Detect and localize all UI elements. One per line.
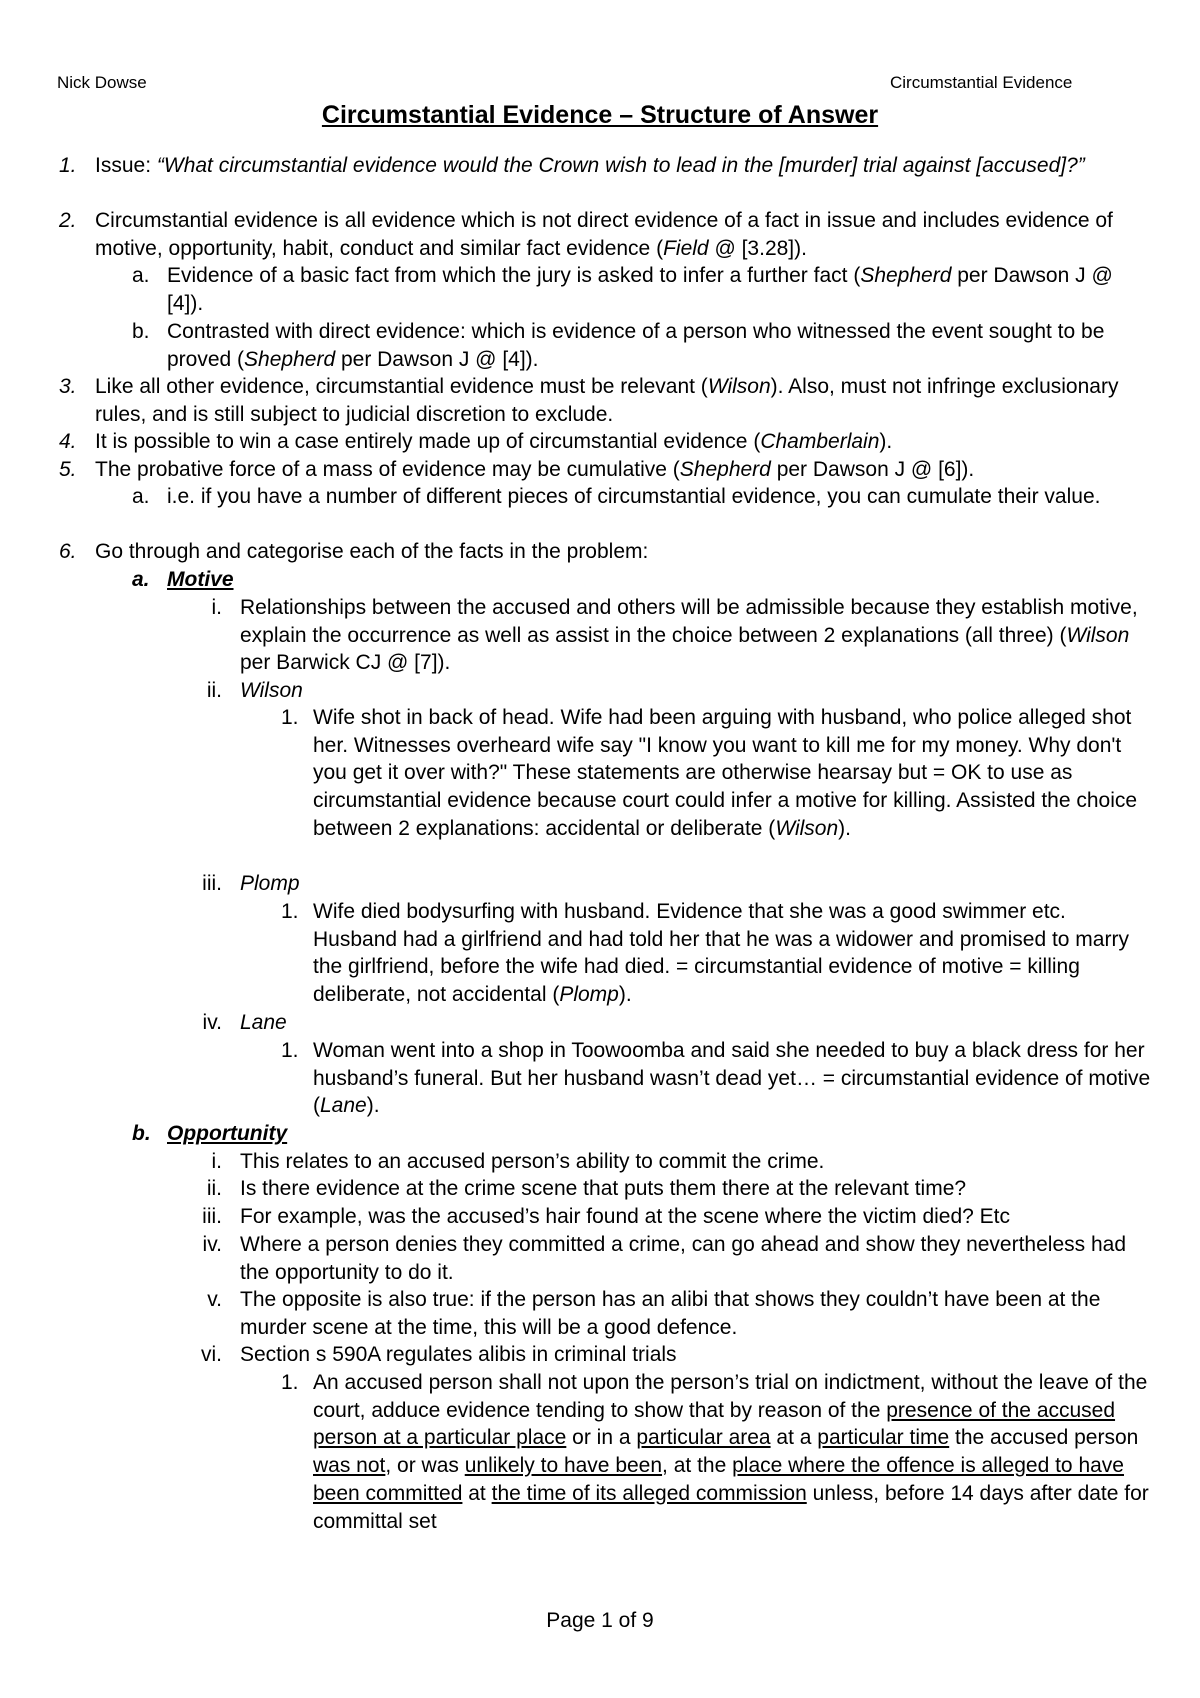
page-header-topic: Circumstantial Evidence	[890, 73, 1073, 92]
list-number: 1.	[281, 706, 299, 729]
list-roman: iii.	[202, 872, 222, 895]
section-heading-motive: Motive	[167, 568, 234, 591]
list-letter: a.	[132, 485, 150, 508]
list-number: 1.	[281, 1371, 299, 1394]
page-number: Page 1 of 9	[546, 1609, 654, 1632]
list-roman: vi.	[201, 1343, 222, 1366]
list-item: It is possible to win a case entirely made up of circumstantial evidence (Chamberlain).	[95, 430, 893, 453]
list-item: This relates to an accused person’s ability to commit the crime.	[240, 1150, 825, 1173]
list-item: Is there evidence at the crime scene that puts them there at the relevant time?	[240, 1177, 967, 1200]
list-letter: a.	[132, 568, 150, 591]
list-roman: ii.	[206, 1177, 222, 1200]
list-number: 4.	[59, 430, 77, 453]
list-item: Relationships between the accused and others will be admissible because they establish motive, explain the occurrence as well as assist in the choice between 2 explanations (all three) (Wilson per Barwick CJ @ [7]).	[240, 596, 1138, 675]
list-roman: iv.	[202, 1011, 222, 1034]
list-item: The opposite is also true: if the person has an alibi that shows they couldn’t have been at the murder scene at the time, this will be a good defence.	[240, 1288, 1101, 1339]
case-heading: Lane	[240, 1011, 287, 1034]
list-item: Go through and categorise each of the facts in the problem:	[95, 540, 649, 563]
list-number: 1.	[281, 1039, 299, 1062]
list-letter: b.	[132, 1122, 151, 1145]
list-item: Issue: “What circumstantial evidence would the Crown wish to lead in the [murder] trial against [accused]?”	[95, 154, 1085, 177]
list-item: Wife shot in back of head. Wife had been arguing with husband, who police alleged shot her. Witnesses overheard wife say "I know you want to kill me for my money. Why don't you get it over with?" These statements are otherwise hearsay but = OK to use as circumstantial evidence because court could infer a motive for killing. Assisted the choice between 2 explanations: accidental or deliberate (Wilson).	[313, 706, 1138, 840]
list-roman: v.	[207, 1288, 222, 1311]
list-item: The probative force of a mass of evidence may be cumulative (Shepherd per Dawson J @ [6]).	[95, 458, 975, 481]
list-roman: i.	[211, 596, 222, 619]
list-item: Woman went into a shop in Toowoomba and said she needed to buy a black dress for her husband’s funeral. But her husband wasn’t dead yet… = circumstantial evidence of motive (Lane).	[313, 1039, 1151, 1118]
list-letter: b.	[132, 320, 150, 343]
section-heading-opportunity: Opportunity	[167, 1122, 288, 1145]
case-heading: Wilson	[240, 679, 303, 702]
statute-quote: An accused person shall not upon the person’s trial on indictment, without the leave of the court, adduce evidence tending to show that by reason of the presence of the accused person at a particular place or in a particular area at a particular time the accused person was not, or was unlikely to have been, at the place where the offence is alleged to have been committed at the time of its alleged commission unless, before 14 days after date for committal set	[313, 1371, 1149, 1533]
list-letter: a.	[132, 264, 150, 287]
list-number: 5.	[59, 458, 77, 481]
document-title: Circumstantial Evidence – Structure of Answer	[321, 101, 879, 129]
list-item: Contrasted with direct evidence: which is evidence of a person who witnessed the event sought to be proved (Shepherd per Dawson J @ [4]).	[167, 320, 1105, 371]
list-item: Wife died bodysurfing with husband. Evidence that she was a good swimmer etc. Husband had a girlfriend and had told her that he was a widower and promised to marry the girlfriend, before the wife had died. = circumstantial evidence of motive = killing deliberate, not accidental (Plomp).	[313, 900, 1129, 1007]
list-roman: i.	[211, 1150, 222, 1173]
list-roman: ii.	[206, 679, 222, 702]
list-number: 1.	[281, 900, 299, 923]
list-number: 2.	[59, 209, 77, 232]
list-number: 6.	[59, 540, 77, 563]
list-item: Evidence of a basic fact from which the jury is asked to infer a further fact (Shepherd per Dawson J @ [4]).	[167, 264, 1113, 315]
list-item: Like all other evidence, circumstantial evidence must be relevant (Wilson). Also, must not infringe exclusionary rules, and is still subject to judicial discretion to exclude.	[95, 375, 1119, 426]
list-item: i.e. if you have a number of different pieces of circumstantial evidence, you can cumulate their value.	[167, 485, 1101, 508]
list-item: Circumstantial evidence is all evidence which is not direct evidence of a fact in issue and includes evidence of motive, opportunity, habit, conduct and similar fact evidence (Field @ [3.28]).	[95, 209, 1113, 260]
list-item: Section s 590A regulates alibis in criminal trials	[240, 1343, 677, 1366]
case-heading: Plomp	[240, 872, 300, 895]
list-roman: iv.	[202, 1233, 222, 1256]
list-number: 3.	[59, 375, 77, 398]
list-roman: iii.	[202, 1205, 222, 1228]
page-header-author: Nick Dowse	[57, 73, 147, 92]
list-number: 1.	[59, 154, 77, 177]
list-item: For example, was the accused’s hair found at the scene where the victim died? Etc	[240, 1205, 1011, 1228]
list-item: Where a person denies they committed a crime, can go ahead and show they nevertheless had the opportunity to do it.	[240, 1233, 1127, 1284]
